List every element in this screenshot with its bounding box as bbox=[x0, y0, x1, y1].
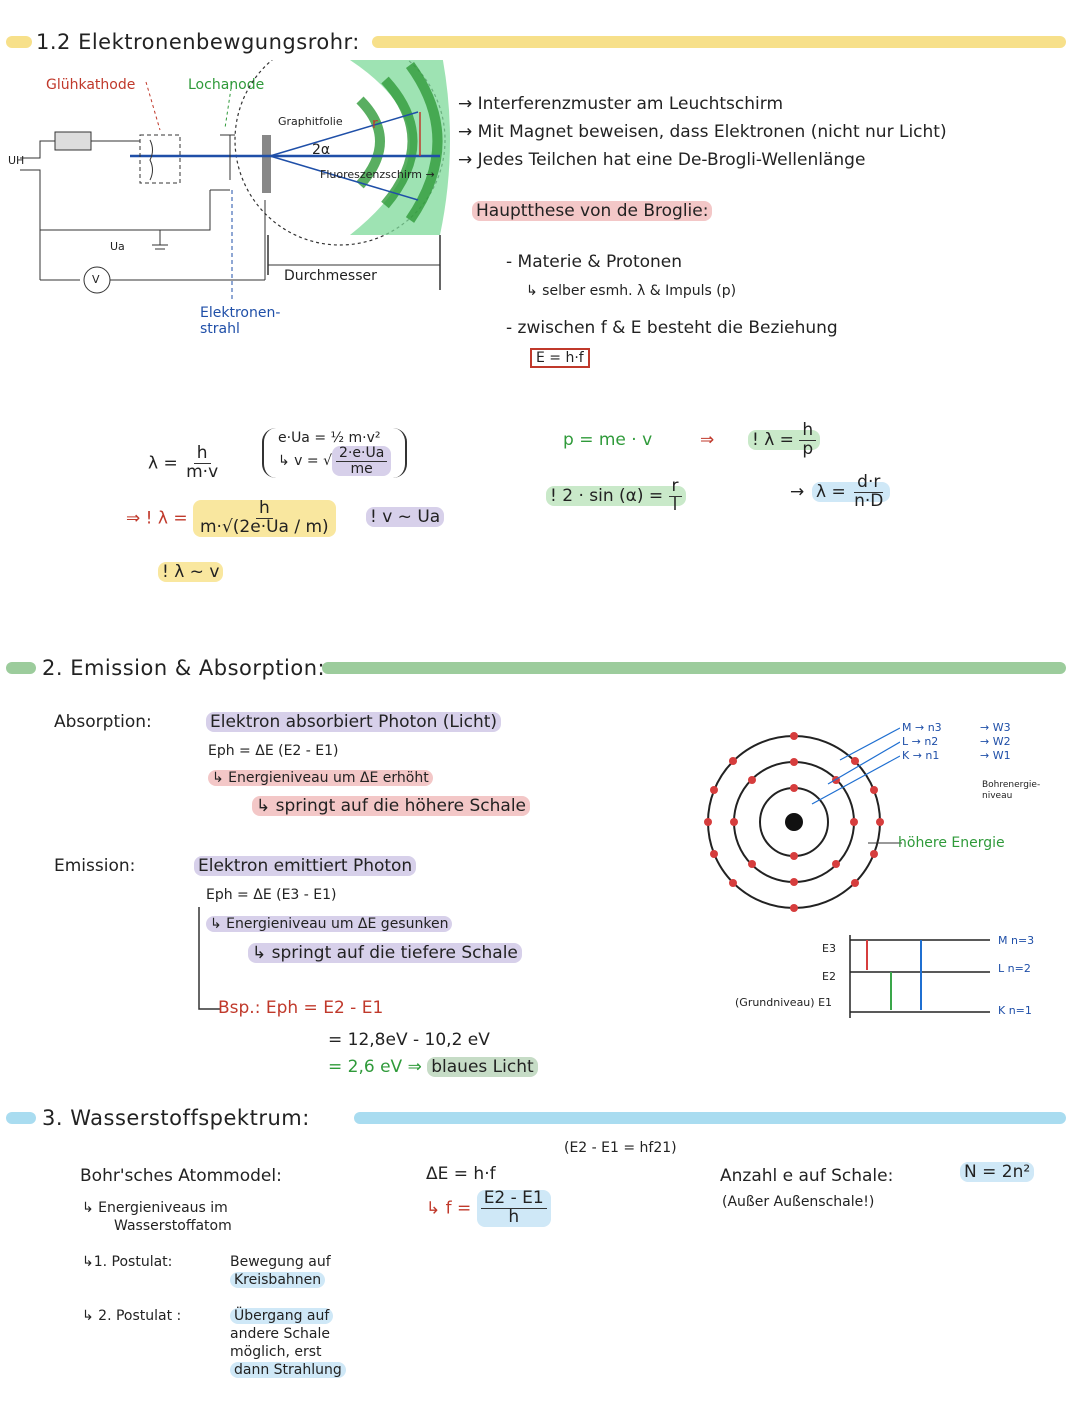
bsp-3 bbox=[328, 1057, 538, 1077]
post1-2-text: Kreisbahnen bbox=[230, 1272, 325, 1288]
atom-k: K → n1 bbox=[902, 749, 940, 762]
lvl-e2: E2 bbox=[822, 970, 836, 983]
formula-lambda-p-frac bbox=[799, 422, 816, 459]
atom-bohr-1: Bohrenergie- bbox=[982, 780, 1041, 790]
hyp-1: - Materie & Protonen bbox=[506, 252, 683, 272]
label-fluor: Fluoreszenzschirm → bbox=[320, 168, 435, 181]
f-f-lhs: ↳ f = bbox=[426, 1198, 472, 1219]
abs-4 bbox=[252, 796, 530, 816]
formula-result-lhs: ⇒ ! λ = bbox=[126, 508, 188, 529]
label-voltmeter: V bbox=[92, 273, 100, 286]
energy-levels bbox=[845, 930, 995, 1020]
f-f-den: h bbox=[508, 1206, 520, 1227]
abs-3-text: ↳ Energieniveau um ΔE erhöht bbox=[208, 770, 433, 786]
label-ua: Ua bbox=[110, 240, 125, 253]
formula-energy-2 bbox=[278, 446, 391, 476]
lvl-l: L n=2 bbox=[998, 962, 1031, 975]
em-1-text: Elektron emittiert Photon bbox=[194, 856, 416, 876]
formula-arrow: ⇒ bbox=[700, 430, 715, 450]
formula-lambda-lhs: λ = bbox=[148, 453, 178, 474]
anzahl: Anzahl e auf Schale: bbox=[720, 1166, 894, 1186]
atom-m: M → n3 bbox=[902, 721, 942, 734]
formula-lambda-d-num: d·r bbox=[854, 474, 883, 493]
lvl-k: K n=1 bbox=[998, 1004, 1032, 1017]
formula-energy-2-frac bbox=[332, 446, 391, 476]
section1-bar-right bbox=[372, 36, 1066, 48]
f-de: ΔE = h·f bbox=[426, 1164, 496, 1184]
section2-heading: 2. Emission & Absorption: bbox=[42, 656, 326, 680]
post2-4-text: dann Strahlung bbox=[230, 1362, 346, 1378]
formula-v-ua-text: ! v ~ Ua bbox=[366, 507, 444, 527]
hypothese-title bbox=[472, 201, 712, 221]
anzahl-f bbox=[960, 1162, 1034, 1182]
formula-sin-num: r bbox=[669, 478, 682, 497]
atom-l: L → n2 bbox=[902, 735, 939, 748]
label-durchmesser: Durchmesser bbox=[284, 268, 377, 284]
ausser: (Außer Außenschale!) bbox=[722, 1194, 875, 1210]
post2-3: möglich, erst bbox=[230, 1344, 322, 1360]
formula-energy-2-num: 2·e·Ua bbox=[336, 446, 387, 462]
hypothese-title-text: Hauptthese von de Broglie: bbox=[472, 201, 712, 221]
formula-v-ua bbox=[366, 507, 444, 527]
bullet-2: → Mit Magnet beweisen, dass Elektronen (nicht nur Licht) bbox=[458, 122, 947, 142]
formula-sin-box bbox=[546, 476, 686, 515]
label-anode: Lochanode bbox=[188, 77, 265, 93]
formula-sin bbox=[546, 478, 686, 515]
bsp-3b-text: blaues Licht bbox=[427, 1057, 537, 1077]
formula-sin-lhs: ! 2 · sin (α) = bbox=[550, 486, 664, 507]
formula-energy-2-den: me bbox=[350, 460, 373, 477]
formula-energy bbox=[262, 428, 407, 478]
formula-lambda-p-box bbox=[748, 420, 820, 459]
post2-1-text: Übergang auf bbox=[230, 1308, 333, 1324]
post2-4 bbox=[230, 1362, 346, 1378]
formula-lambda-p-num: h bbox=[799, 422, 816, 441]
anzahl-f-text: N = 2n² bbox=[960, 1162, 1034, 1182]
label-strahl-1: Elektronen- bbox=[200, 305, 281, 321]
formula-lambda-d-frac bbox=[851, 474, 886, 511]
section1-heading: 1.2 Elektronenbewgungsrohr: bbox=[36, 30, 360, 54]
hyp-3: - zwischen f & E besteht die Beziehung bbox=[506, 318, 838, 338]
formula-p: p = me · v bbox=[563, 430, 653, 450]
formula-lambda-v bbox=[158, 562, 223, 582]
formula-lambda-frac bbox=[183, 445, 221, 482]
formula-lambda bbox=[148, 445, 221, 482]
atom-diagram bbox=[700, 720, 900, 920]
label-uh: UH bbox=[8, 154, 25, 167]
bsp-3-text: = 2,6 eV ⇒ bbox=[328, 1057, 422, 1077]
atom-w1: → W1 bbox=[980, 749, 1011, 762]
em-3 bbox=[206, 916, 452, 932]
formula-lambda-den: m·v bbox=[186, 461, 219, 482]
section2-bar-left bbox=[6, 662, 36, 674]
atom-w3: → W3 bbox=[980, 721, 1011, 734]
label-strahl-2: strahl bbox=[200, 321, 240, 337]
bullet-3: → Jedes Teilchen hat eine De-Brogli-Wellenlänge bbox=[458, 150, 866, 170]
formula-lambda-p bbox=[748, 422, 820, 459]
formula-lambda-d bbox=[812, 474, 890, 511]
formula-arrow2: → bbox=[790, 482, 805, 502]
lvl-e3: E3 bbox=[822, 942, 836, 955]
lvl-m: M n=3 bbox=[998, 934, 1035, 947]
hyp-2: ↳ selber esmh. λ & Impuls (p) bbox=[526, 283, 737, 299]
formula-result-frac bbox=[193, 500, 336, 537]
em-1 bbox=[194, 856, 416, 876]
label-angle: 2α bbox=[312, 142, 331, 158]
bsp-2: = 12,8eV - 10,2 eV bbox=[328, 1030, 490, 1050]
atom-hoeher: höhere Energie bbox=[898, 835, 1005, 851]
abs-2: Eph = ΔE (E2 - E1) bbox=[208, 743, 339, 759]
formula-lambda-p-den: p bbox=[802, 438, 814, 459]
atom-bohr-2: niveau bbox=[982, 791, 1013, 801]
f-f bbox=[426, 1190, 551, 1227]
formula-lambda-d-box bbox=[812, 472, 890, 511]
label-kathode: Glühkathode bbox=[46, 77, 136, 93]
bsp-1: Bsp.: Eph = E2 - E1 bbox=[218, 998, 384, 1018]
formula-sin-frac bbox=[669, 478, 682, 515]
formula-lambda-p-lhs: ! λ = bbox=[752, 430, 794, 451]
section2-bar-right bbox=[322, 662, 1066, 674]
abs-1 bbox=[206, 712, 501, 732]
em-3-text: ↳ Energieniveau um ΔE gesunken bbox=[206, 916, 452, 932]
f-f-frac bbox=[477, 1190, 551, 1227]
abs-3 bbox=[208, 770, 433, 786]
formula-lambda-num: h bbox=[194, 445, 211, 464]
post1-2 bbox=[230, 1272, 325, 1288]
section3-heading: 3. Wasserstoffspektrum: bbox=[42, 1106, 310, 1130]
f-paren: (E2 - E1 = hf21) bbox=[564, 1140, 677, 1156]
bullet-1: → Interferenzmuster am Leuchtschirm bbox=[458, 94, 784, 114]
hyp-box: E = h·f bbox=[530, 348, 590, 368]
abs-label: Absorption: bbox=[54, 712, 152, 732]
formula-result-den: m·√(2e·Ua / m) bbox=[199, 516, 329, 537]
f-f-num: E2 - E1 bbox=[481, 1190, 547, 1209]
atom-w2: → W2 bbox=[980, 735, 1011, 748]
abs-4-text: ↳ springt auf die höhere Schale bbox=[252, 796, 530, 816]
em-2: Eph = ΔE (E3 - E1) bbox=[206, 887, 337, 903]
post2-2: andere Schale bbox=[230, 1326, 331, 1342]
post2-label: ↳ 2. Postulat : bbox=[82, 1308, 182, 1324]
formula-energy-1: e·Ua = ½ m·v² bbox=[278, 430, 381, 446]
lvl-e1: (Grundniveau) E1 bbox=[735, 996, 833, 1009]
bohr-title: Bohr'sches Atommodel: bbox=[80, 1166, 282, 1186]
formula-sin-den: l bbox=[672, 494, 678, 515]
section1-bar-left bbox=[6, 36, 32, 48]
formula-lambda-d-den: n·D bbox=[854, 490, 884, 511]
label-r: r bbox=[372, 116, 378, 132]
formula-result-num: h bbox=[256, 500, 273, 519]
section3-bar-right bbox=[354, 1112, 1066, 1124]
em-label: Emission: bbox=[54, 856, 136, 876]
formula-lambda-d-lhs: λ = bbox=[816, 482, 846, 503]
bohr-2: Wasserstoffatom bbox=[114, 1218, 232, 1234]
label-graphit: Graphitfolie bbox=[278, 115, 343, 128]
abs-1-text: Elektron absorbiert Photon (Licht) bbox=[206, 712, 501, 732]
em-4-text: ↳ springt auf die tiefere Schale bbox=[248, 943, 522, 963]
em-4 bbox=[248, 943, 522, 963]
post2-1 bbox=[230, 1308, 333, 1324]
post1-label: ↳1. Postulat: bbox=[82, 1254, 173, 1270]
formula-lambda-v-text: ! λ ~ v bbox=[158, 562, 223, 582]
post1-1: Bewegung auf bbox=[230, 1254, 331, 1270]
formula-result bbox=[126, 500, 336, 537]
section3-bar-left bbox=[6, 1112, 36, 1124]
formula-energy-2-lhs: ↳ v = √ bbox=[278, 453, 333, 470]
hoeher-line bbox=[868, 838, 902, 848]
bohr-1: ↳ Energieniveaus im bbox=[82, 1200, 228, 1216]
